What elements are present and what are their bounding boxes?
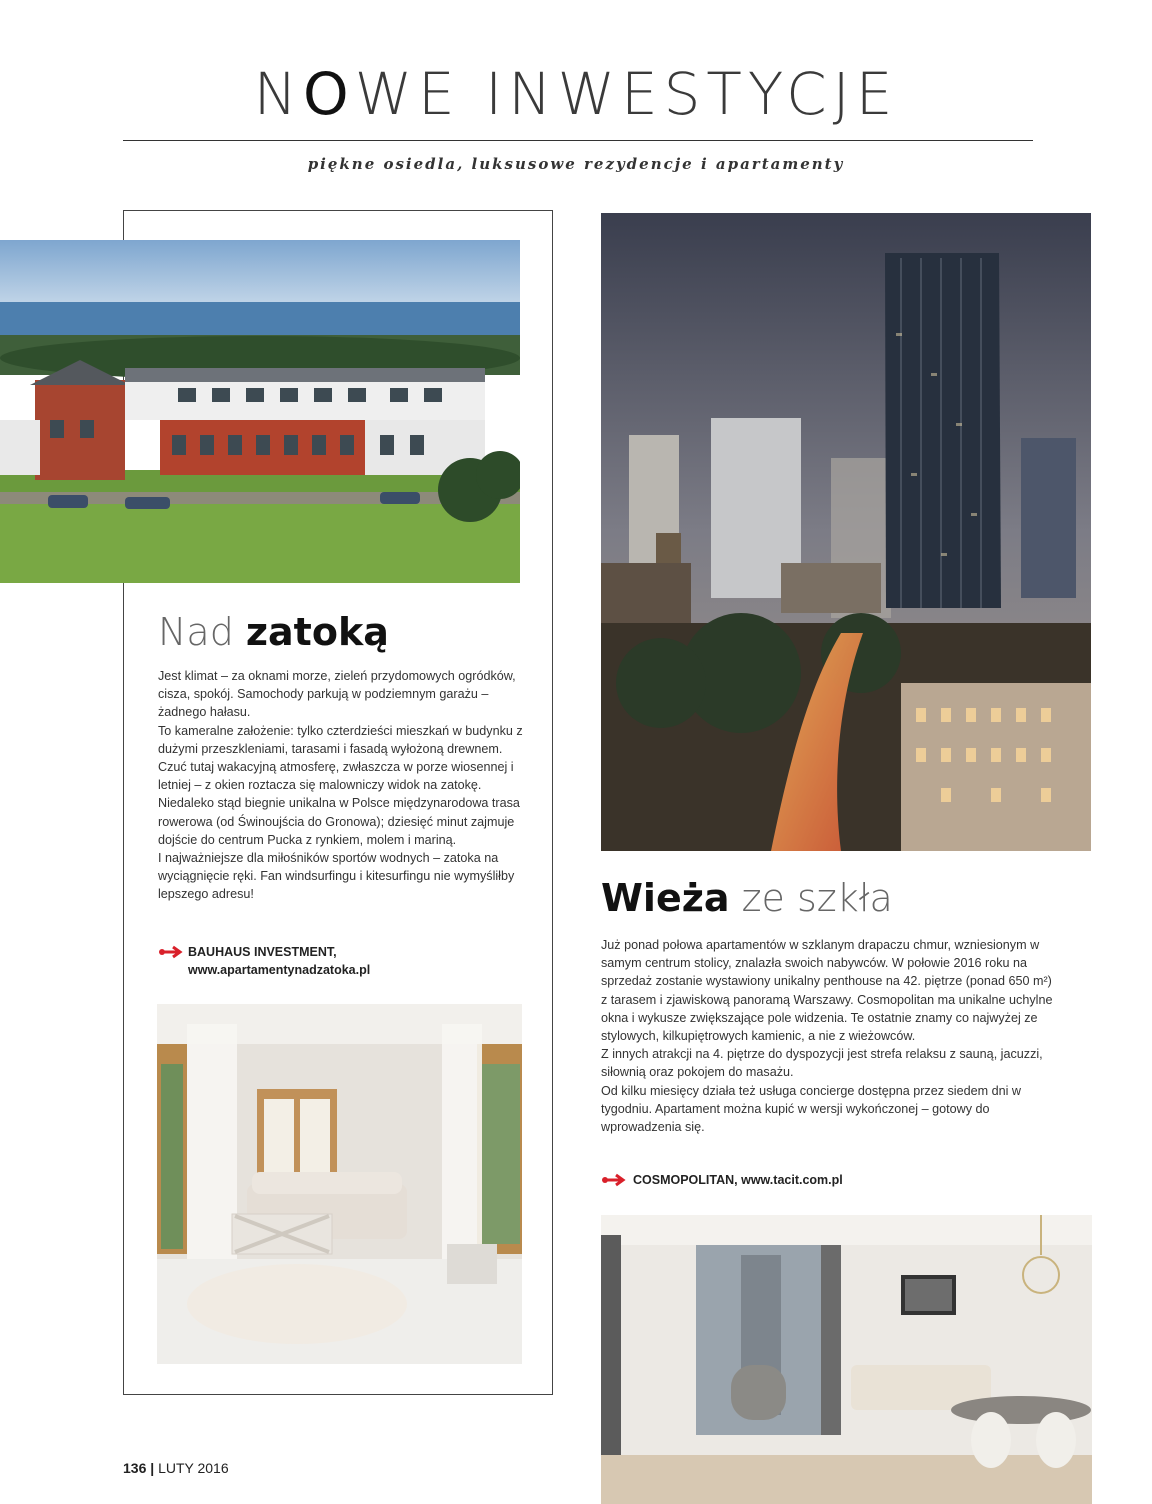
title-bold-part: Wieża	[601, 876, 730, 920]
section-title-wieza-ze-szkla	[601, 876, 893, 920]
city-tower-night-photo	[601, 213, 1091, 851]
section1-paragraph: Jest klimat – za oknami morze, zieleń przydomowych ogródków, cisza, spokój. Samochody parkują w podziemnym garażu – żadnego hałasu.	[158, 669, 516, 720]
title-light-part: Nad	[158, 610, 246, 654]
section1-paragraph: I najważniejsze dla miłośników sportów wodnych – zatoka na wyciągnięcie ręki. Fan windsurfingu i kitesurfingu nie wymyśliłby lepszego adresu!	[158, 851, 515, 902]
folio-separator: |	[146, 1460, 159, 1476]
white-living-room-photo	[157, 1004, 522, 1364]
page-folio	[123, 1460, 229, 1476]
section2-paragraph: Już ponad połowa apartamentów w szklanym drapaczu chmur, wzniesionym w samym centrum stolicy, znalazła swoich nabywców. W połowie 2016 roku na sprzedaż zostanie wystawiony unikalny penthouse na 42. piętrze (ponad 650 m²) z tarasem i zjawiskową panoramą Warszawy. Cosmopolitan ma unikalne uchylne okna i wykusze zwiększające pole widzenia. Te ostatnie znamy co najwyżej ze stylowych, kilkupiętrowych kamienic, a nie z wieżowców.	[601, 938, 1053, 1044]
section2-body	[601, 936, 1056, 1136]
issue-label: LUTY 2016	[158, 1460, 229, 1476]
title-light-part: ze szkła	[729, 876, 893, 920]
title-prefix: N	[253, 60, 304, 128]
red-arrow-icon	[601, 1173, 627, 1187]
section1-credit	[158, 943, 528, 979]
section2-paragraph: Z innych atrakcji na 4. piętrze do dyspozycji jest strefa relaksu z sauną, jacuzzi, siłownią oraz pokojem do masażu.	[601, 1047, 1043, 1080]
credit-website[interactable]: www.apartamentynadzatoka.pl	[188, 963, 371, 977]
page-number: 136	[123, 1460, 147, 1476]
apartment-interior-photo	[601, 1215, 1092, 1504]
header-rule	[123, 140, 1033, 141]
seaside-building-photo	[0, 240, 520, 583]
page-title	[0, 60, 1152, 128]
title-highlight-letter: O	[303, 60, 355, 128]
section1-body	[158, 667, 523, 904]
section2-credit	[601, 1171, 1041, 1189]
credit-company: BAUHAUS INVESTMENT,	[188, 945, 337, 959]
section2-paragraph: Od kilku miesięcy działa też usługa concierge dostępna przez siedem dni w tygodniu. Apartament można kupić w wersji wykończonej – gotowy do wprowadzenia się.	[601, 1083, 1022, 1135]
page-subtitle: piękne osiedla, luksusowe rezydencje i apartamenty	[307, 155, 845, 173]
title-rest: WE INWESTYCJE	[354, 60, 899, 128]
credit-company-website[interactable]: COSMOPOLITAN, www.tacit.com.pl	[633, 1173, 843, 1187]
section-title-nad-zatoka	[158, 610, 389, 654]
title-bold-part: zatoką	[245, 610, 389, 654]
section1-paragraph: To kameralne założenie: tylko czterdzieści mieszkań w budynku z dużymi przeszkleniami, tarasami i fasadą wyłożoną drewnem. Czuć tutaj wakacyjną atmosferę, zwłaszcza w porze wiosennej i letniej – z okien roztacza się malowniczy widok na zatokę. Niedaleko stąd biegnie unikalna w Polsce międzynarodowa trasa rowerowa (od Świnoujścia do Gronowa); dziesięć minut zajmuje dojście do centrum Pucka z rynkiem, molem i mariną.	[158, 723, 523, 847]
red-arrow-icon	[158, 945, 184, 959]
